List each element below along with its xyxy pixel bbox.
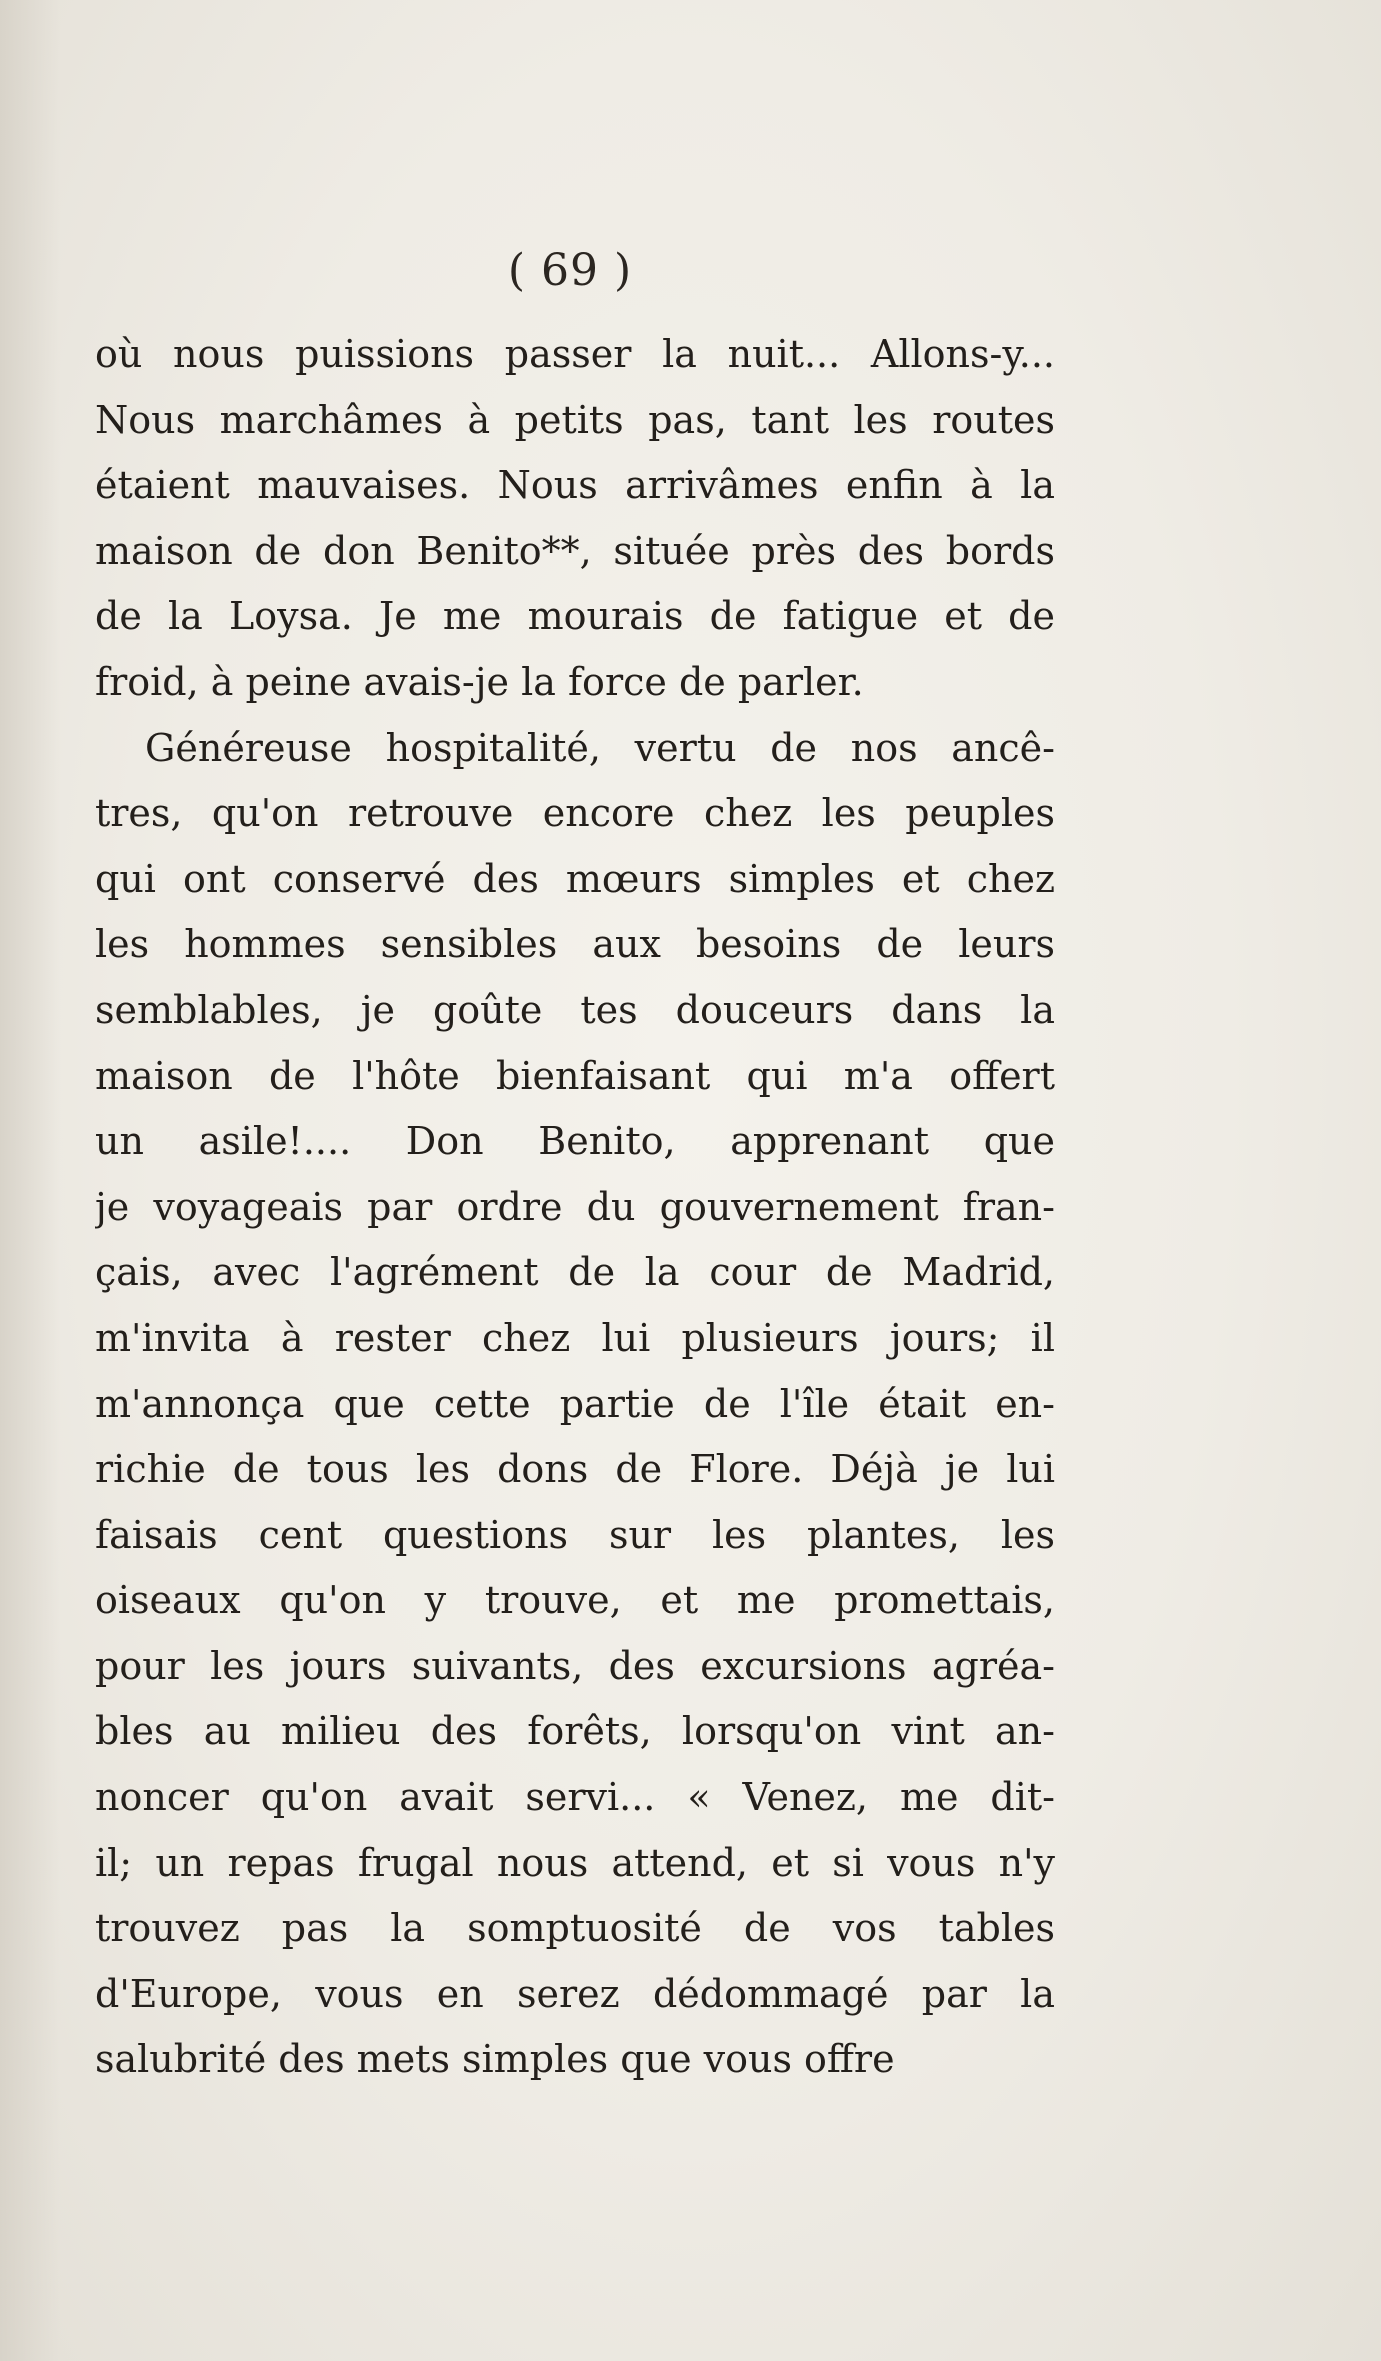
text-line: je voyageais par ordre du gouvernement fran-: [95, 1184, 1055, 1229]
text-line: maison de l'hôte bienfaisant qui m'a offert: [95, 1053, 1055, 1098]
text-line: maison de don Benito**, située près des bords: [95, 528, 1055, 573]
text-line: oiseaux qu'on y trouve, et me promettais,: [95, 1578, 1055, 1623]
text-line: qui ont conservé des mœurs simples et chez: [95, 856, 1055, 901]
text-line: salubrité des mets simples que vous offre: [95, 2037, 895, 2082]
text-line: il; un repas frugal nous attend, et si vous n'y: [95, 1840, 1055, 1885]
body-text: [95, 322, 1055, 2093]
text-line: où nous puissions passer la nuit... Allons-y...: [95, 332, 1055, 376]
text-line: les hommes sensibles aux besoins de leurs: [95, 922, 1055, 967]
text-line: tres, qu'on retrouve encore chez les peuples: [95, 791, 1055, 836]
text-line: semblables, je goûte tes douceurs dans la: [95, 987, 1055, 1032]
text-line: Généreuse hospitalité, vertu de nos ancê-: [145, 725, 1055, 770]
text-line: m'annonça que cette partie de l'île était en-: [95, 1381, 1055, 1426]
text-line: m'invita à rester chez lui plusieurs jours; il: [95, 1315, 1055, 1360]
text-line: un asile!.... Don Benito, apprenant que: [95, 1119, 1055, 1164]
gutter-shadow: [0, 0, 60, 2361]
text-line: froid, à peine avais-je la force de parler.: [95, 659, 864, 704]
text-line: çais, avec l'agrément de la cour de Madrid,: [95, 1250, 1055, 1295]
text-line: de la Loysa. Je me mourais de fatigue et de: [95, 594, 1055, 639]
text-line: pour les jours suivants, des excursions agréa-: [95, 1643, 1055, 1688]
text-line: Nous marchâmes à petits pas, tant les routes: [95, 397, 1055, 442]
text-line: étaient mauvaises. Nous arrivâmes enfin à la: [95, 463, 1055, 508]
text-line: noncer qu'on avait servi... « Venez, me dit-: [95, 1775, 1055, 1820]
text-line: trouvez pas la somptuosité de vos tables: [95, 1906, 1055, 1951]
text-line: d'Europe, vous en serez dédommagé par la: [95, 1971, 1055, 2016]
text-line: bles au milieu des forêts, lorsqu'on vint an-: [95, 1709, 1055, 1754]
text-line: faisais cent questions sur les plantes, les: [95, 1512, 1055, 1557]
text-line: richie de tous les dons de Flore. Déjà je lui: [95, 1447, 1055, 1492]
page-number: ( 69 ): [507, 245, 633, 296]
